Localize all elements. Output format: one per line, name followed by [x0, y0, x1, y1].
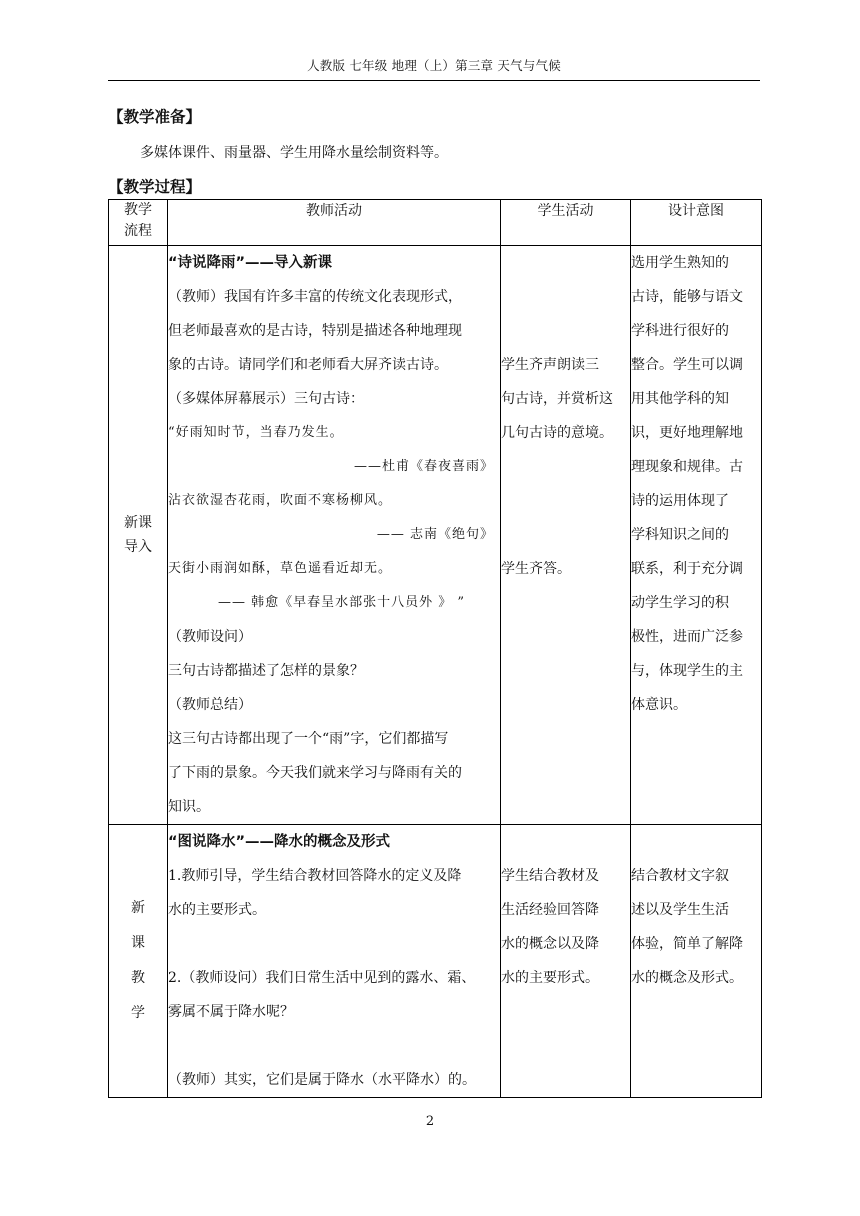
table-row [109, 246, 762, 825]
text-line: 选用学生熟知的 [631, 255, 729, 271]
stage-char: 课 [131, 935, 145, 951]
design-intent-new [631, 825, 762, 1098]
text-line: （多媒体屏幕展示）三句古诗： [168, 391, 364, 407]
text-line: 动学生学习的积 [631, 595, 729, 611]
text-line: 2.（教师设问）我们日常生活中见到的露水、霜、 [168, 970, 476, 986]
text-line: 这三句古诗都出现了一个“雨”字，它们都描写 [168, 731, 449, 747]
stage-intro-line1: 新课 [124, 515, 152, 531]
text-line: 述以及学生生活 [631, 902, 729, 918]
lesson-table [108, 199, 762, 1098]
text-line: 结合教材文字叙 [631, 868, 729, 884]
text-line: 古诗，能够与语文 [631, 289, 743, 305]
student-activity-intro [501, 246, 631, 825]
text-line: 识，更好地理解地 [631, 425, 743, 441]
text-line: （教师）我国有许多丰富的传统文化表现形式， [168, 289, 462, 305]
table-row [109, 825, 762, 1098]
poem-attribution: ——杜甫《春夜喜雨》 [353, 459, 494, 474]
text-line: 学科进行很好的 [631, 323, 729, 339]
text-line: 诗的运用体现了 [631, 493, 729, 509]
text-line: 体验，简单了解降 [631, 936, 743, 952]
header-design: 设计意图 [631, 200, 762, 246]
teaching-process-title: 【教学过程】 [108, 178, 202, 196]
header-teacher: 教师活动 [168, 200, 501, 246]
text-line: 用其他学科的知 [631, 391, 729, 407]
text-line: 学科知识之间的 [631, 527, 729, 543]
text-line: 三句古诗都描述了怎样的景象？ [168, 663, 364, 679]
poem-line: 沾衣欲湿杏花雨，吹面不寒杨柳风。 [168, 493, 393, 508]
text-line: 但老师最喜欢的是古诗，特别是描述各种地理现 [168, 323, 462, 339]
text-line: 学生齐答。 [501, 561, 571, 577]
text-line: 几句古诗的意境。 [501, 425, 613, 441]
design-intent-intro [631, 246, 762, 825]
stage-char: 学 [131, 1005, 145, 1021]
stage-char: 教 [131, 970, 145, 986]
text-line: （教师总结） [168, 697, 252, 713]
text-line: 1.教师引导，学生结合教材回答降水的定义及降 [168, 868, 462, 884]
poem-attribution: —— 韩愈《早春呈水部张十八员外 》 ” [218, 595, 466, 610]
text-line: 学生齐声朗读三 [501, 357, 599, 373]
stage-intro-line2: 导入 [124, 539, 152, 555]
text-line: 知识。 [168, 799, 210, 815]
table-header-row [109, 200, 762, 246]
poem-line: 天街小雨润如酥，草色遥看近却无。 [168, 561, 393, 576]
section-heading: “诗说降雨”——导入新课 [168, 255, 333, 271]
text-line: 象的古诗。请同学们和老师看大屏齐读古诗。 [168, 357, 448, 373]
text-line: 水的主要形式。 [168, 902, 266, 918]
page-header: 人教版 七年级 地理（上）第三章 天气与气候 [307, 58, 561, 73]
header-student: 学生活动 [501, 200, 631, 246]
text-line: 句古诗，并赏析这 [501, 391, 613, 407]
teacher-activity-intro [168, 246, 501, 825]
header-flow-line1: 教学 [124, 202, 152, 218]
text-line: 理现象和规律。古 [631, 459, 743, 475]
text-line: 水的主要形式。 [501, 970, 599, 986]
poem-attribution: —— 志南《绝句》 [376, 527, 494, 542]
student-activity-new [501, 825, 631, 1098]
stage-char: 新 [131, 900, 145, 916]
text-line: 整合。学生可以调 [631, 357, 743, 373]
page-number: 2 [425, 1114, 435, 1129]
text-line: 与，体现学生的主 [631, 663, 743, 679]
stage-new-lesson [109, 825, 168, 1098]
poem-line: “好雨知时节，当春乃发生。 [168, 425, 344, 440]
text-line: 水的概念以及降 [501, 936, 599, 952]
section-heading: “图说降水”——降水的概念及形式 [168, 834, 391, 850]
text-line: 了下雨的景象。今天我们就来学习与降雨有关的 [168, 765, 462, 781]
header-flow [109, 200, 168, 246]
text-line: 极性，进而广泛参 [631, 629, 743, 645]
stage-intro [109, 246, 168, 825]
header-rule [108, 80, 760, 81]
text-line: 学生结合教材及 [501, 868, 599, 884]
text-line: 水的概念及形式。 [631, 970, 743, 986]
text-line: （教师设问） [168, 629, 252, 645]
text-line: 雾属不属于降水呢？ [168, 1004, 294, 1020]
teaching-prep-title: 【教学准备】 [108, 108, 202, 126]
teaching-prep-text: 多媒体课件、雨量器、学生用降水量绘制资料等。 [140, 145, 448, 161]
text-line: 联系，利于充分调 [631, 561, 743, 577]
text-line: 体意识。 [631, 697, 687, 713]
teacher-activity-new [168, 825, 501, 1098]
text-line: 生活经验回答降 [501, 902, 599, 918]
text-line: （教师）其实，它们是属于降水（水平降水）的。 [168, 1072, 476, 1088]
header-flow-line2: 流程 [124, 223, 152, 239]
